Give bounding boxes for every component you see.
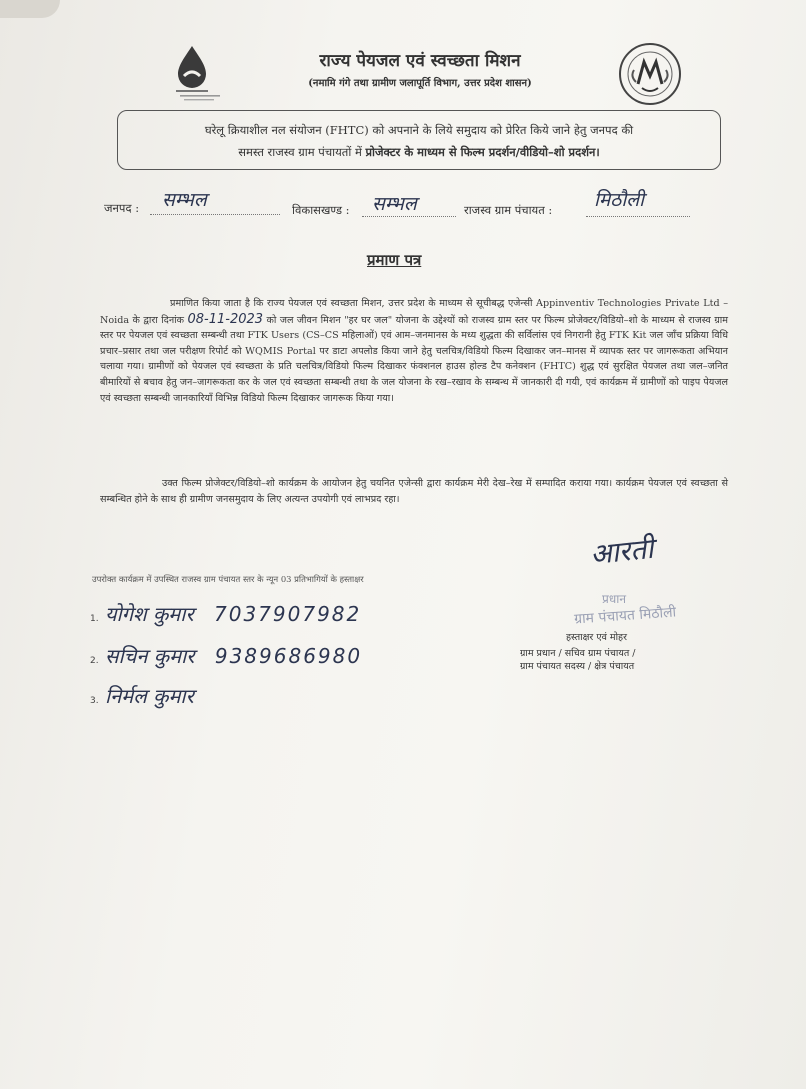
- header-subtitle: (नमामि गंगे तथा ग्रामीण जलापूर्ति विभाग, उत्तर प्रदेश शासन): [308, 78, 532, 89]
- banner-line-2: [130, 141, 708, 163]
- subject-banner: [117, 110, 721, 170]
- block-underline: [362, 216, 456, 217]
- attendee-phone: 9389686980: [214, 644, 363, 668]
- attendee-name: योगेश कुमार: [104, 602, 194, 626]
- attendee-row: [90, 600, 361, 627]
- district-label: जनपद :: [104, 201, 140, 215]
- pradhan-signature: आरती: [588, 531, 655, 572]
- attendee-name: सचिन कुमार: [104, 644, 195, 668]
- block-label: विकासखण्ड :: [292, 203, 350, 217]
- program-date: 08-11-2023: [187, 311, 264, 327]
- banner-line-1: घरेलू क्रियाशील नल संयोजन (FHTC) को अपनाने के लिये समुदाय को प्रेरित किये जाने हेतु जनपद की: [204, 123, 634, 137]
- panchayat-underline: [586, 216, 690, 217]
- attendee-row: [90, 642, 362, 669]
- panchayat-label: राजस्व ग्राम पंचायत :: [464, 203, 553, 217]
- attendee-note: उपरोक्त कार्यक्रम में उपस्थित राजस्व ग्राम पंचायत स्तर के न्यून 03 प्रतिभागियों के हस्ताक्षर: [92, 574, 364, 584]
- page-corner-shadow: [0, 0, 60, 18]
- district-underline: [150, 214, 280, 215]
- attendee-name: निर्मल कुमार: [104, 684, 194, 708]
- up-govt-emblem-icon: [612, 40, 688, 108]
- certificate-title: प्रमाण पत्र: [367, 251, 422, 269]
- p1-after-date: को जल जीवन मिशन "हर घर जल" योजना के उद्देश्यों को राजस्व ग्राम स्तर पर फिल्म प्रोजेक्टर/विडियो–शो के माध्यम से राजस्व ग्राम स्तर पर पेयजल एवं स्वच्छता सम्बन्धी तथा FTK Users (CS–CS महिलाओं) एवं आम–जनमानस के मध्य शुद्धता की सर्विलांस एवं निगरानी हेतु FTK Kit जल जाँच प्रक्रिया विधि प्रचार–प्रसार तथा जल परीक्षण रिपोर्ट को WQMIS Portal पर डाटा अपलोड किया जाने हेतु चलचित्र/विडियो फिल्म दिखाकर जन–मानस में व्यापक स्तर पर जागरूकता अभियान चलाया गया। ग्रामीणों को पेयजल एवं स्वच्छता के प्रति चलचित्र/विडियो फिल्म दिखाकर फंक्शनल हाउस होल्ड टैप कनेक्शन (FHTC) शुद्ध एवं सुरक्षित पेयजल तथा जल–जनित बीमारियों से बचाव हेतु जन–जागरूकता कर के जल एवं स्वच्छता सम्बन्धी तथा के जल योजना के रख–रखाव के सम्बन्ध में जानकारी दी गयी, एवं कार्यक्रम में ग्रामीणों को पाइप पेयजल एवं स्वच्छता सम्बन्धी जानकारियाँ विभिन्न विडियो फिल्म दिखाकर जागरूक किया गया।: [100, 314, 728, 404]
- signature-caption-3: ग्राम पंचायत सदस्य / क्षेत्र पंचायत: [520, 661, 635, 672]
- attendee-number: 1.: [90, 614, 99, 624]
- banner-line-2-b: प्रोजेक्टर के माध्यम से फिल्म प्रदर्शन/वीडियो–शो प्रदर्शन।: [365, 145, 600, 159]
- jal-mission-logo-icon: [172, 42, 228, 104]
- attendee-row: [90, 682, 208, 709]
- stamp-line-2: ग्राम पंचायत मिठौली: [573, 604, 677, 628]
- body-paragraph-1: [100, 296, 728, 406]
- banner-line-2-a: समस्त राजस्व ग्राम पंचायतों में: [238, 145, 366, 159]
- block-value: सम्भल: [372, 193, 417, 215]
- signature-caption-1: हस्ताक्षर एवं मोहर: [566, 632, 627, 643]
- attendee-number: 3.: [90, 696, 99, 706]
- panchayat-value: मिठौली: [594, 189, 645, 211]
- p1-before-date: प्रमाणित किया जाता है कि राज्य पेयजल एवं स्वच्छता मिशन, उत्तर प्रदेश के माध्यम से सूचीबद्ध एजेन्सी Appinventiv Technologies Private Ltd – Noida के द्वारा दिनांक: [100, 298, 728, 326]
- body-paragraph-2: उक्त फिल्म प्रोजेक्टर/विडियो–शो कार्यक्रम के आयोजन हेतु चयनित एजेन्सी द्वारा कार्यक्रम मेरी देख–रेख में सम्पादित कराया गया। कार्यक्रम पेयजल एवं स्वच्छता से सम्बन्धित होने के साथ ही ग्रामीण जनसमुदाय के लिए अत्यन्त उपयोगी एवं लाभप्रद रहा।: [100, 478, 728, 505]
- signature-caption-2: ग्राम प्रधान / सचिव ग्राम पंचायत /: [520, 648, 636, 659]
- header-title: राज्य पेयजल एवं स्वच्छता मिशन: [319, 51, 521, 71]
- stamp-line-1: प्रधान: [602, 592, 626, 606]
- attendee-number: 2.: [90, 656, 99, 666]
- district-value: सम्भल: [162, 189, 207, 211]
- attendee-phone: 7037907982: [214, 602, 362, 626]
